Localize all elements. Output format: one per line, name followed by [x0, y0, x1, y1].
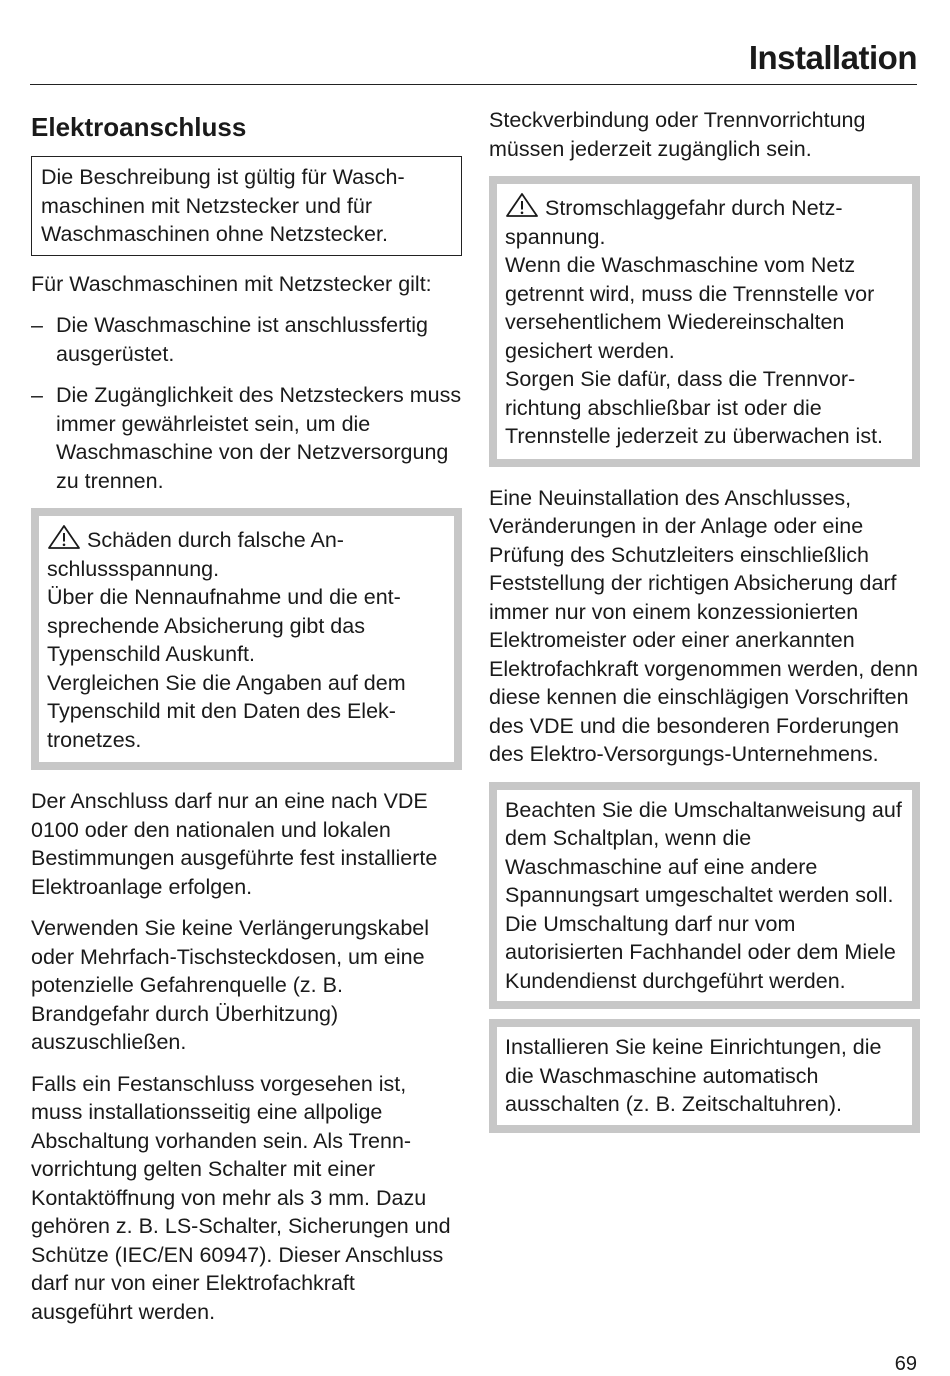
body-paragraph: Verwenden Sie keine Verlängerungskabel oder Mehrfach-Tischsteckdosen, um eine potenzielle Gefahrenquelle (z. B. Brandgefahr durch Überhitzung) auszuschließen. — [31, 916, 430, 1054]
page-number: 69 — [894, 1353, 917, 1375]
list-item — [31, 381, 462, 495]
warning-paragraph: Sorgen Sie dafür, dass die Trennvorrichtung abschließbar ist oder die Trennstelle jederzeit zu überwachen ist. — [505, 367, 884, 448]
page-header-title: Installation — [748, 39, 917, 76]
note-text: Beachten Sie die Umschaltanweisung auf dem Schaltplan, wenn die Waschmaschine auf eine andere Spannungsart umgeschaltet werden soll. Die Umschaltung darf nur vom autorisierten Fachhandel oder dem Miele Kundendienst durchgeführt werden. — [505, 797, 902, 993]
warning-triangle-icon — [47, 524, 81, 550]
voltage-warning-box — [31, 508, 462, 770]
body-paragraph: Eine Neuinstallation des Anschlusses, Veränderungen in der Anlage oder eine Prüfung des Schutzleiters einschließlich Feststellung der richtigen Absicherung darf immer nur von einem konzessionierten Elektromeister oder einer anerkannten Elektrofachkraft vorgenommen werden, denn diese kennen die einschlägigen Vorschriften des VDE und die besonderen Forderungen des Elektro-Versorgungs-Unternehmens. — [489, 485, 919, 766]
requirements-list — [31, 311, 462, 495]
timer-note-box — [489, 1019, 920, 1133]
warning-triangle-icon — [505, 192, 539, 218]
left-column — [31, 106, 462, 1339]
right-column — [489, 106, 920, 1143]
warning-paragraph: Wenn die Waschmaschine vom Netz getrennt wird, muss die Trennstelle vor versehentlichem Wiedereinschalten gesichert werden. — [505, 253, 875, 363]
body-paragraph: Falls ein Festanschluss vorgesehen ist, muss installationsseitig eine allpolige Abschaltung vorhanden sein. Als Trennvorrichtung gelten Schalter mit einer Kontaktöffnung von mehr als 3 mm. Dazu gehören z. B. LS-Schalter, Sicherungen und Schütze (IEC/EN 60947). Dieser Anschluss darf nur von einer Elektrofachkraft ausgeführt werden. — [31, 1071, 451, 1324]
warning-heading-text: Schäden durch falsche Anschlussspannung. — [47, 528, 344, 581]
warning-heading-text: Stromschlaggefahr durch Netzspannung. — [505, 196, 843, 249]
validity-note-text: Die Beschreibung ist gültig für Waschmaschinen mit Netzstecker und für Waschmaschinen ohne Netzstecker. — [41, 165, 405, 246]
validity-note-box — [31, 156, 462, 256]
warning-heading — [505, 192, 903, 251]
list-item — [31, 311, 462, 368]
header-divider — [30, 84, 917, 85]
intro-paragraph: Steckverbindung oder Trennvorrichtung müssen jederzeit zugänglich sein. — [489, 108, 866, 161]
dash-bullet: – — [31, 383, 43, 407]
warning-heading — [47, 524, 445, 583]
electric-shock-warning-box — [489, 176, 920, 467]
warning-paragraph: Vergleichen Sie die Angaben auf dem Typenschild mit den Daten des Elektronetzes. — [47, 670, 406, 752]
list-item-text: Die Zugänglichkeit des Netzsteckers muss immer gewährleistet sein, um die Waschmaschine von der Netzversorgung zu trennen. — [56, 383, 462, 493]
switchover-note-box — [489, 782, 920, 1010]
intro-paragraph: Für Waschmaschinen mit Netzstecker gilt: — [31, 271, 432, 296]
body-paragraph: Der Anschluss darf nur an eine nach VDE 0100 oder den nationalen und lokalen Bestimmungen ausgeführte fest installierte Elektroanlage erfolgen. — [31, 789, 438, 899]
note-text: Installieren Sie keine Einrichtungen, die die Waschmaschine automatisch ausschalten (z. B. Zeitschaltuhren). — [505, 1035, 882, 1116]
dash-bullet: – — [31, 313, 43, 337]
list-item-text: Die Waschmaschine ist anschlussfertig ausgerüstet. — [56, 313, 429, 366]
section-title: Elektroanschluss — [31, 112, 247, 142]
warning-paragraph: Über die Nennaufnahme und die entsprechende Absicherung gibt das Typenschild Auskunft. — [47, 585, 401, 666]
